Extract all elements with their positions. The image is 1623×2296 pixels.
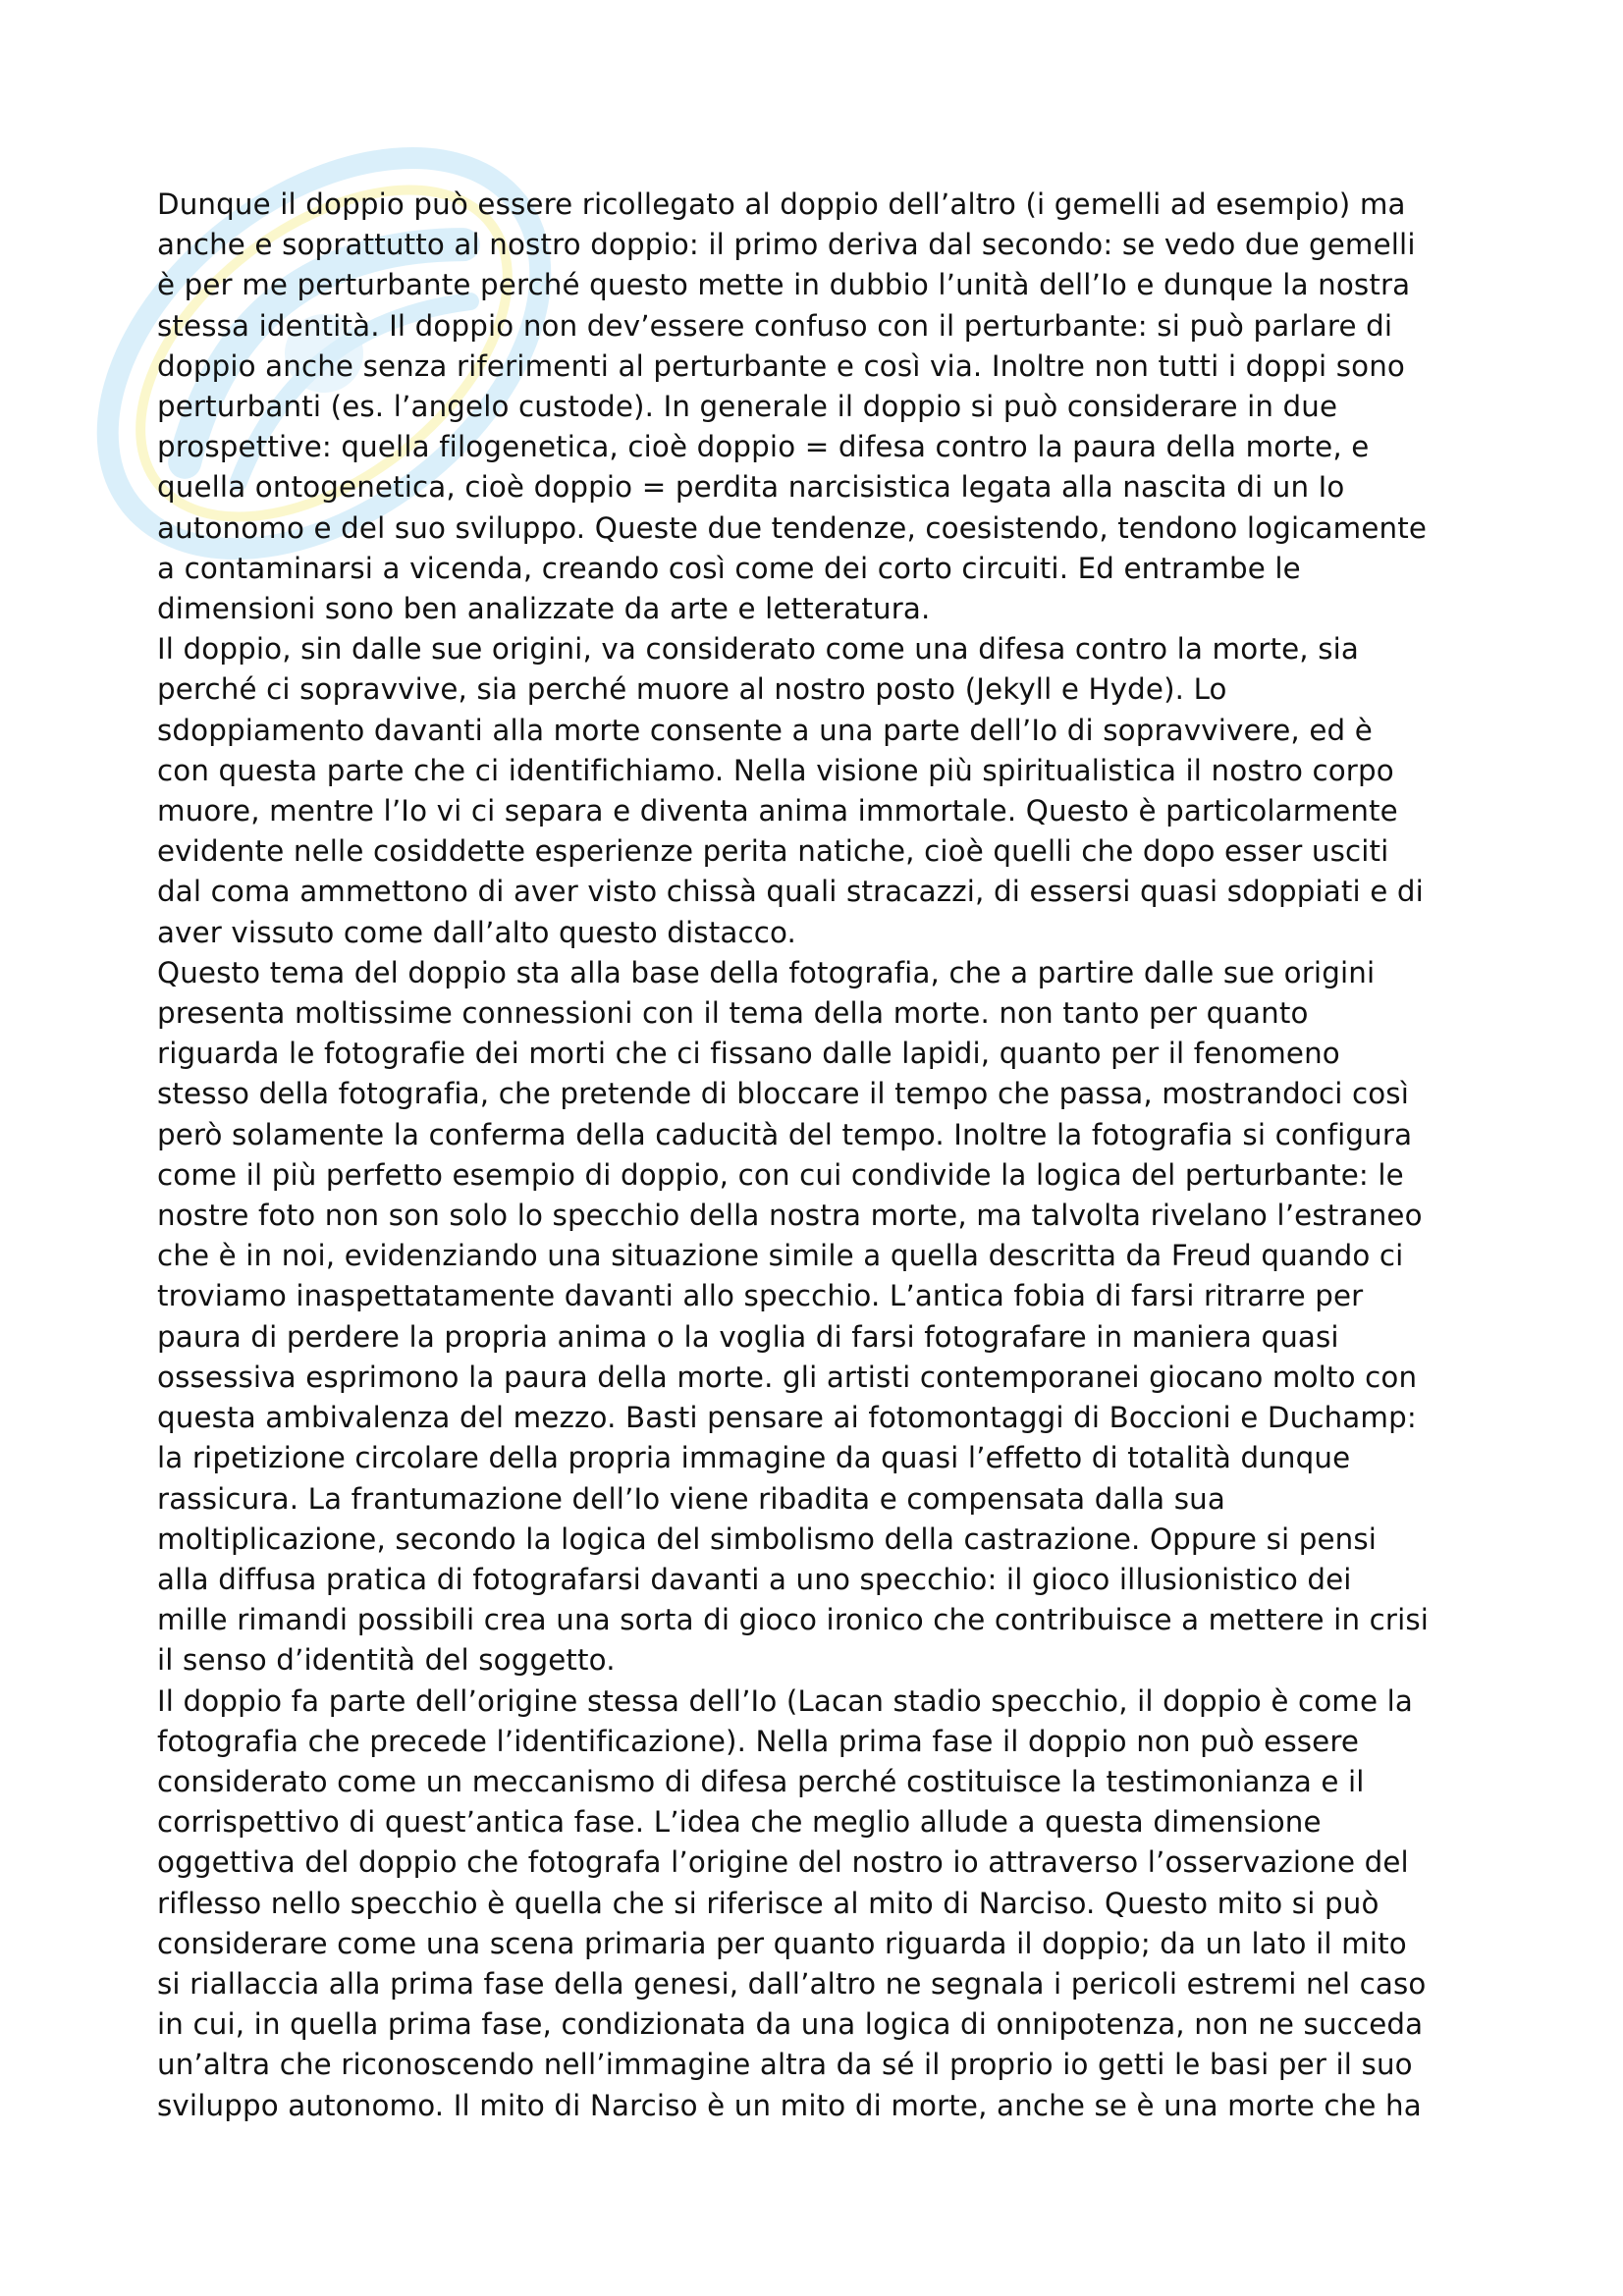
text-line: fotografia che precede l’identificazione). Nella prima fase il doppio non può essere	[157, 1724, 1360, 1758]
text-line: che è in noi, evidenziando una situazione simile a quella descritta da Freud quando ci	[157, 1239, 1404, 1273]
text-line: però solamente la conferma della caducità del tempo. Inoltre la fotografia si configura	[157, 1117, 1413, 1151]
text-line: perturbanti (es. l’angelo custode). In generale il doppio si può considerare in due	[157, 390, 1338, 424]
text-line: rassicura. La frantumazione dell’Io viene ribadita e compensata dalla sua	[157, 1481, 1225, 1516]
text-line: il senso d’identità del soggetto.	[157, 1643, 616, 1678]
text-line: muore, mentre l’Io vi ci separa e diventa anima immortale. Questo è particolarmente	[157, 794, 1398, 828]
text-line: stessa identità. Il doppio non dev’essere confuso con il perturbante: si può parlare di	[157, 308, 1393, 343]
text-line: troviamo inaspettatamente davanti allo specchio. L’antica fobia di farsi ritrarre per	[157, 1279, 1364, 1313]
text-line: considerato come un meccanismo di difesa perché costituisce la testimonianza e il	[157, 1764, 1365, 1798]
text-line: riguarda le fotografie dei morti che ci fissano dalle lapidi, quanto per il fenomeno	[157, 1037, 1340, 1071]
text-line: in cui, in quella prima fase, condizionata da una logica di onnipotenza, non ne succeda	[157, 2007, 1424, 2042]
text-line: Il doppio, sin dalle sue origini, va considerato come una difesa contro la morte, sia	[157, 632, 1360, 667]
text-line: evidente nelle cosiddette esperienze perita natiche, cioè quelli che dopo esser usciti	[157, 834, 1389, 869]
text-line: come il più perfetto esempio di doppio, con cui condivide la logica del perturbante: le	[157, 1157, 1404, 1192]
text-line: corrispettivo di quest’antica fase. L’idea che meglio allude a questa dimensione	[157, 1805, 1322, 1840]
text-line: moltiplicazione, secondo la logica del simbolismo della castrazione. Oppure si pensi	[157, 1522, 1378, 1556]
text-line: presenta moltissime connessioni con il tema della morte. non tanto per quanto	[157, 996, 1309, 1031]
text-line: dal coma ammettono di aver visto chissà quali stracazzi, di essersi quasi sdoppiati e di	[157, 875, 1424, 909]
text-line: riflesso nello specchio è quella che si riferisce al mito di Narciso. Questo mito si può	[157, 1886, 1380, 1920]
text-line: un’altra che riconoscendo nell’immagine altra da sé il proprio io getti le basi per il suo	[157, 2048, 1413, 2082]
text-line: autonomo e del suo sviluppo. Queste due tendenze, coesistendo, tendono logicamente	[157, 510, 1428, 545]
document-body	[157, 185, 1485, 2126]
text-line: aver vissuto come dall’alto questo distacco.	[157, 915, 796, 949]
text-line: la ripetizione circolare della propria immagine da quasi l’effetto di totalità dunque	[157, 1441, 1351, 1475]
text-line: doppio anche senza riferimenti al perturbante e così via. Inoltre non tutti i doppi sono	[157, 348, 1406, 383]
text-line: questa ambivalenza del mezzo. Basti pensare ai fotomontaggi di Boccioni e Duchamp:	[157, 1401, 1417, 1435]
text-line: oggettiva del doppio che fotografa l’origine del nostro io attraverso l’osservazione del	[157, 1845, 1409, 1880]
text-line: Il doppio fa parte dell’origine stessa dell’Io (Lacan stadio specchio, il doppio è come la	[157, 1683, 1414, 1718]
text-line: si riallaccia alla prima fase della genesi, dall’altro ne segnala i pericoli estremi nel caso	[157, 1966, 1427, 2001]
text-line: paura di perdere la propria anima o la voglia di farsi fotografare in maniera quasi	[157, 1319, 1339, 1354]
text-line: ossessiva esprimono la paura della morte. gli artisti contemporanei giocano molto con	[157, 1360, 1418, 1394]
text-line: con questa parte che ci identifichiamo. Nella visione più spiritualistica il nostro corpo	[157, 753, 1394, 787]
text-line: a contaminarsi a vicenda, creando così come dei corto circuiti. Ed entrambe le	[157, 551, 1301, 585]
text-line: considerare come una scena primaria per quanto riguarda il doppio; da un lato il mito	[157, 1926, 1407, 1960]
paragraph	[157, 953, 1485, 1682]
text-line: sviluppo autonomo. Il mito di Narciso è un mito di morte, anche se è una morte che ha	[157, 2088, 1422, 2122]
text-line: è per me perturbante perché questo mette in dubbio l’unità dell’Io e dunque la nostra	[157, 268, 1411, 302]
text-line: stesso della fotografia, che pretende di bloccare il tempo che passa, mostrandoci così	[157, 1077, 1409, 1111]
text-line: quella ontogenetica, cioè doppio = perdita narcisistica legata alla nascita di un Io	[157, 470, 1345, 505]
text-line: Questo tema del doppio sta alla base della fotografia, che a partire dalle sue origini	[157, 955, 1376, 989]
text-line: perché ci sopravvive, sia perché muore al nostro posto (Jekyll e Hyde). Lo	[157, 672, 1227, 707]
text-line: Dunque il doppio può essere ricollegato al doppio dell’altro (i gemelli ad esempio) ma	[157, 187, 1406, 221]
paragraph	[157, 185, 1485, 629]
text-line: alla diffusa pratica di fotografarsi davanti a uno specchio: il gioco illusionistico dei	[157, 1562, 1352, 1596]
paragraph	[157, 629, 1485, 953]
text-line: anche e soprattutto al nostro doppio: il primo deriva dal secondo: se vedo due gemelli	[157, 228, 1416, 262]
text-line: mille rimandi possibili crea una sorta di gioco ironico che contribuisce a mettere in crisi	[157, 1603, 1430, 1637]
text-line: nostre foto non son solo lo specchio della nostra morte, ma talvolta rivelano l’estraneo	[157, 1199, 1423, 1233]
text-line: prospettive: quella filogenetica, cioè doppio = difesa contro la paura della morte, e	[157, 430, 1370, 464]
text-line: sdoppiamento davanti alla morte consente a una parte dell’Io di sopravvivere, ed è	[157, 713, 1373, 747]
paragraph	[157, 1682, 1485, 2126]
text-line: dimensioni sono ben analizzate da arte e letteratura.	[157, 592, 931, 626]
